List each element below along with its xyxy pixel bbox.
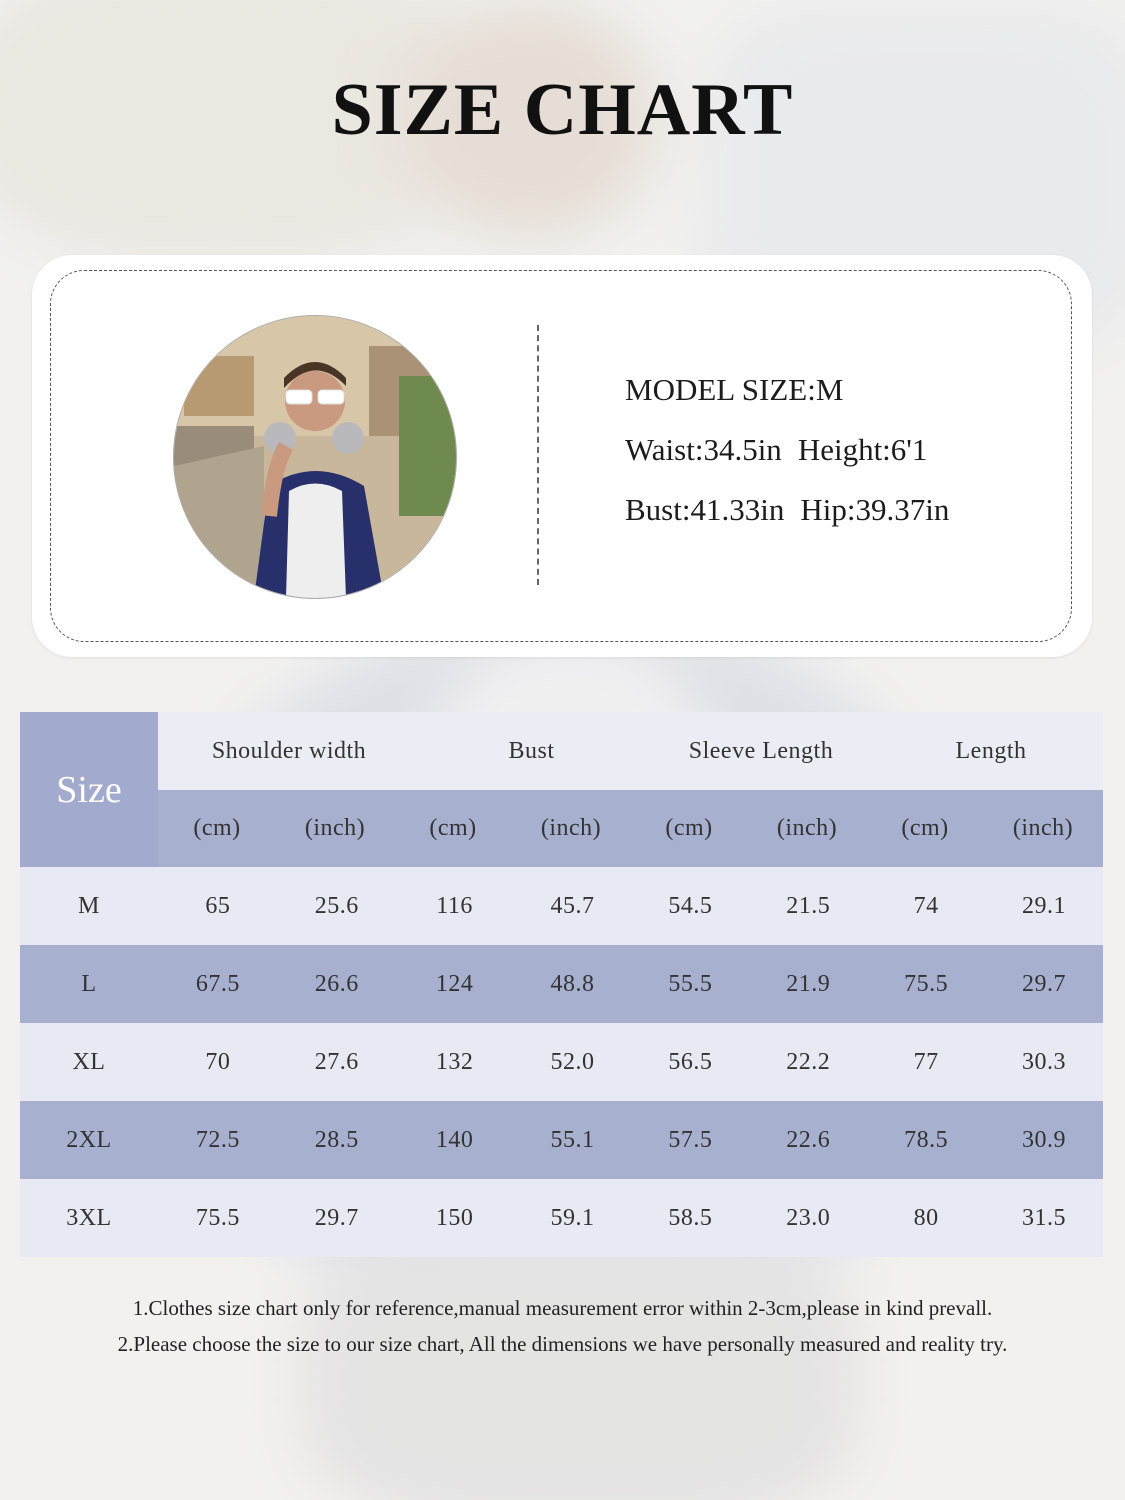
table-row [20, 945, 1103, 1023]
value-cell: 22.6 [786, 1126, 831, 1153]
value-cell: 23.0 [786, 1204, 831, 1231]
value-cell: 67.5 [195, 970, 240, 997]
value-cell: 58.5 [668, 1204, 713, 1231]
value-cell: 74 [913, 892, 939, 919]
table-row [20, 867, 1103, 945]
value-cell: 56.5 [668, 1048, 713, 1075]
unit-header-cell: (inch) [776, 815, 838, 841]
value-cell: 29.7 [314, 1204, 359, 1231]
unit-header-cell: (inch) [304, 815, 366, 841]
value-cell: 25.6 [314, 892, 359, 919]
value-cell: 31.5 [1022, 1204, 1067, 1231]
value-cell: 124 [435, 970, 474, 997]
size-cell: L [81, 970, 97, 997]
value-cell: 65 [205, 892, 231, 919]
value-cell: 78.5 [904, 1126, 949, 1153]
size-notes [0, 1290, 1125, 1362]
size-cell: 2XL [66, 1126, 112, 1153]
value-cell: 27.6 [314, 1048, 359, 1075]
group-header-cell: Length [955, 737, 1027, 764]
model-bust-hip [625, 490, 949, 550]
group-header-cell: Shoulder width [211, 737, 367, 764]
measurement-group-header [158, 712, 1103, 790]
model-height: Height:6'1 [797, 432, 928, 467]
unit-header-cell: (cm) [429, 815, 477, 841]
group-header-cell: Sleeve Length [688, 737, 834, 764]
value-cell: 80 [913, 1204, 939, 1231]
value-cell: 55.1 [550, 1126, 595, 1153]
model-info-card [32, 255, 1092, 657]
unit-header-cell: (cm) [193, 815, 241, 841]
value-cell: 21.9 [786, 970, 831, 997]
unit-header-row [158, 790, 1103, 867]
unit-header-cell: (inch) [1012, 815, 1074, 841]
size-table [20, 712, 1103, 1257]
value-cell: 22.2 [786, 1048, 831, 1075]
value-cell: 26.6 [314, 970, 359, 997]
size-cell: 3XL [66, 1204, 112, 1231]
table-row [20, 1179, 1103, 1257]
unit-header-cell: (inch) [540, 815, 602, 841]
unit-header-cell: (cm) [665, 815, 713, 841]
vertical-divider [537, 325, 539, 585]
model-photo [173, 315, 457, 599]
value-cell: 45.7 [550, 892, 595, 919]
value-cell: 29.1 [1022, 892, 1067, 919]
value-cell: 70 [205, 1048, 231, 1075]
model-waist-height [625, 430, 949, 490]
page-title: SIZE CHART [331, 69, 794, 151]
value-cell: 72.5 [195, 1126, 240, 1153]
model-size-label: MODEL SIZE:M [625, 372, 844, 407]
value-cell: 54.5 [668, 892, 713, 919]
value-cell: 29.7 [1022, 970, 1067, 997]
group-header-cell: Bust [508, 737, 555, 764]
value-cell: 30.9 [1022, 1126, 1067, 1153]
model-hip: Hip:39.37in [800, 492, 950, 527]
value-cell: 150 [435, 1204, 474, 1231]
note-line: 1.Clothes size chart only for reference,manual measurement error within 2-3cm,please in kind prevall. [132, 1296, 993, 1320]
value-cell: 132 [435, 1048, 474, 1075]
note-line: 2.Please choose the size to our size chart, All the dimensions we have personally measured and reality try. [117, 1332, 1008, 1356]
value-cell: 75.5 [195, 1204, 240, 1231]
value-cell: 75.5 [904, 970, 949, 997]
value-cell: 59.1 [550, 1204, 595, 1231]
size-column-header: Size [20, 712, 158, 867]
size-cell: XL [72, 1048, 106, 1075]
value-cell: 28.5 [314, 1126, 359, 1153]
value-cell: 55.5 [668, 970, 713, 997]
unit-header-cell: (cm) [901, 815, 949, 841]
value-cell: 140 [435, 1126, 474, 1153]
table-row [20, 1023, 1103, 1101]
value-cell: 57.5 [668, 1126, 713, 1153]
table-row [20, 1101, 1103, 1179]
model-measurements [625, 370, 949, 550]
model-waist: Waist:34.5in [625, 432, 782, 467]
size-cell: M [78, 892, 100, 919]
value-cell: 77 [913, 1048, 939, 1075]
value-cell: 116 [436, 892, 473, 919]
value-cell: 52.0 [550, 1048, 595, 1075]
value-cell: 30.3 [1022, 1048, 1067, 1075]
value-cell: 48.8 [550, 970, 595, 997]
value-cell: 21.5 [786, 892, 831, 919]
model-bust: Bust:41.33in [625, 492, 785, 527]
